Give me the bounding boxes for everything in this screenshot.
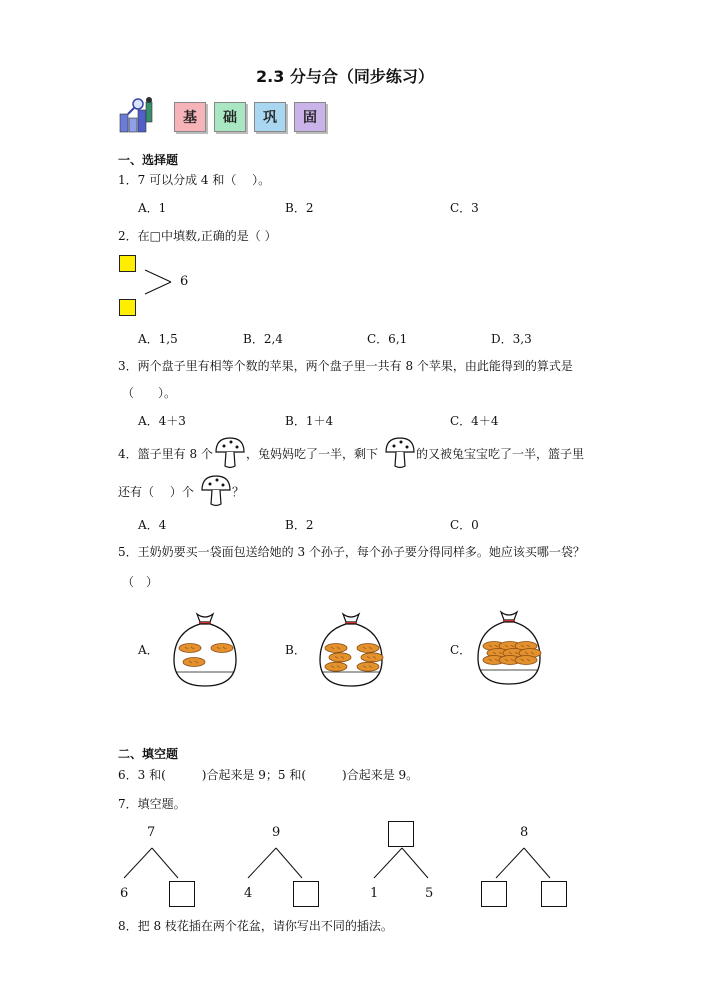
bread-loaf (515, 656, 537, 665)
bread-loaf (183, 658, 205, 667)
bread-loaf (357, 662, 379, 671)
split-lines (145, 268, 185, 308)
tree-2-right-box[interactable] (293, 881, 319, 907)
tree-1-branches (122, 846, 182, 886)
tree-4-right-box[interactable] (541, 881, 567, 907)
question-4-part2: ，兔妈妈吃了一半，剩下 (246, 447, 379, 461)
q3-option-c: C．4＋4 (450, 414, 499, 428)
q3-option-a: A．4＋3 (138, 414, 186, 428)
tree-3-branches (372, 848, 432, 888)
q1-option-a: A．1 (138, 201, 167, 215)
q5-option-b-label: B． (285, 643, 306, 657)
section-heading-fill: 二、填空题 (118, 747, 179, 761)
bread-bag-a-icon (170, 610, 240, 690)
banner-tile-1: 基 (174, 102, 206, 132)
question-4-line2-part1: 还有（ ）个 (118, 485, 194, 499)
bread-loaf (211, 644, 233, 653)
question-3-stem-line1: 3．两个盘子里有相等个数的苹果，两个盘子里一共有 8 个苹果，由此能得到的算式是 (118, 359, 573, 373)
answer-box-top (119, 255, 136, 272)
q1-option-b: B．2 (285, 201, 314, 215)
tree-1-top: 7 (147, 825, 156, 840)
q4-option-b: B．2 (285, 518, 314, 532)
bread-loaf (179, 644, 201, 653)
q2-option-a: A．1,5 (138, 332, 178, 346)
answer-box-bottom (119, 299, 136, 316)
q1-option-c: C．3 (450, 201, 479, 215)
tree-3-left: 1 (370, 886, 379, 901)
bread-loaf (329, 653, 351, 662)
q2-total-number: 6 (180, 274, 189, 289)
question-4-part3: 的又被兔宝宝吃了一半，篮子里 (416, 447, 585, 461)
tree-4-branches (494, 846, 554, 886)
tree-4-left-box[interactable] (481, 881, 507, 907)
bread-bag-b-icon (316, 610, 386, 690)
bread-loaf (325, 644, 347, 653)
tree-3-right: 5 (425, 886, 434, 901)
q2-option-c: C．6,1 (367, 332, 408, 346)
mushroom-icon (200, 474, 232, 508)
banner-tile-4: 固 (294, 102, 326, 132)
question-4-part1: 4．篮子里有 8 个 (118, 447, 213, 461)
page-title: 2.3 分与合（同步练习） (256, 67, 434, 86)
q2-option-d: D．3,3 (491, 332, 532, 346)
question-1-stem: 1．7 可以分成 4 和（ ）。 (118, 173, 271, 187)
question-7-stem: 7．填空题。 (118, 797, 186, 811)
question-8-stem: 8．把 8 枝花插在两个花盆，请你写出不同的插法。 (118, 919, 393, 933)
question-5-stem-line2: （ ） (122, 575, 159, 589)
question-6-stem: 6．3 和( )合起来是 9；5 和( )合起来是 9。 (118, 768, 419, 782)
tree-2-top: 9 (272, 825, 281, 840)
bread-bag-c-icon (474, 608, 544, 688)
q5-option-c-label: C． (450, 643, 472, 657)
mushroom-icon (214, 436, 246, 470)
tree-2-branches (246, 846, 306, 886)
bread-loaf (325, 662, 347, 671)
tree-3-top-box[interactable] (388, 821, 414, 847)
section-heading-choice: 一、选择题 (118, 153, 179, 167)
tree-2-left: 4 (244, 886, 253, 901)
q3-option-b: B．1＋4 (285, 414, 334, 428)
tree-4-top: 8 (520, 825, 529, 840)
bread-loaf (357, 644, 379, 653)
tree-1-left: 6 (120, 886, 129, 901)
question-4-line2-part2: ？ (232, 485, 245, 499)
tree-1-right-box[interactable] (169, 881, 195, 907)
bread-loaf (361, 653, 383, 662)
banner-tile-2: 础 (214, 102, 246, 132)
question-3-stem-line2: （ ）。 (122, 386, 177, 400)
q4-option-a: A．4 (138, 518, 167, 532)
reading-figure-icon (118, 96, 158, 136)
q2-option-b: B．2,4 (243, 332, 283, 346)
banner (118, 96, 338, 140)
question-5-stem-line1: 5．王奶奶要买一袋面包送给她的 3 个孙子，每个孙子要分得同样多。她应该买哪一袋？ (118, 545, 585, 559)
banner-tile-3: 巩 (254, 102, 286, 132)
mushroom-icon (384, 436, 416, 470)
q5-option-a-label: A． (138, 643, 159, 657)
question-2-stem: 2．在□中填数,正确的是（ ） (118, 229, 277, 243)
q4-option-c: C．0 (450, 518, 479, 532)
